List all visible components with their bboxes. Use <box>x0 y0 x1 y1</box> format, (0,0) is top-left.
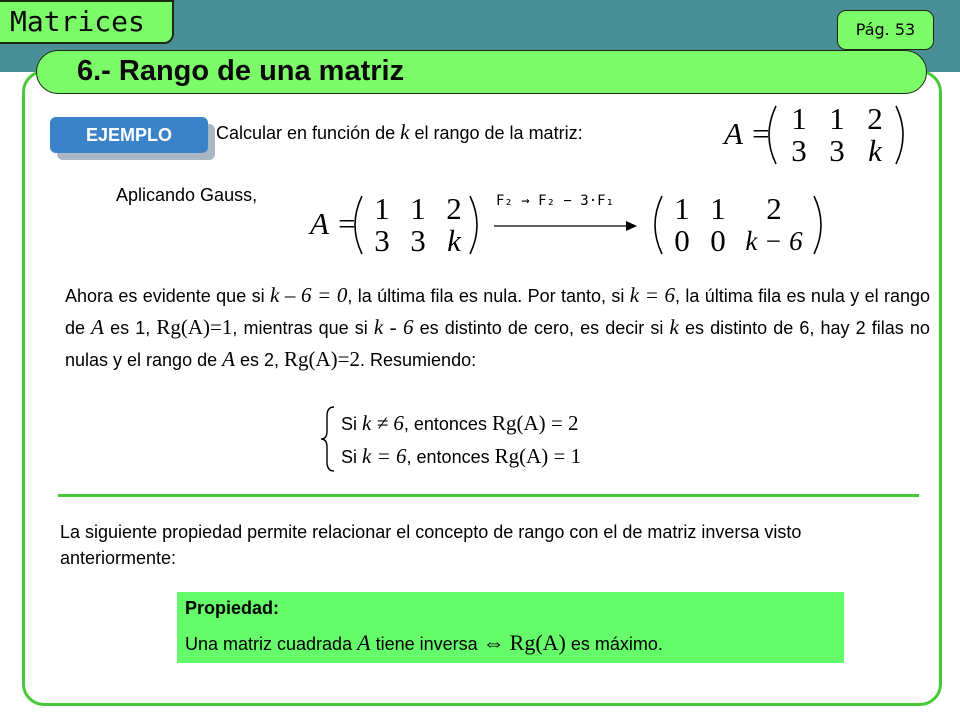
matrix-cell: 1 <box>829 101 845 136</box>
text: es máximo. <box>570 634 663 654</box>
text: tiene inversa <box>375 634 478 654</box>
text: es 1, <box>110 318 151 338</box>
iff-symbol: ⇔ <box>482 630 505 655</box>
matrix-cell: 1 <box>674 191 690 226</box>
page-number: Pág. 53 <box>837 10 934 50</box>
example-badge: EJEMPLO <box>50 117 208 153</box>
explanation-paragraph <box>65 280 930 376</box>
prompt-text-1: Calcular en función de <box>216 123 396 143</box>
text: , la última fila es nula y el rango de <box>65 286 931 338</box>
text: Si <box>341 447 358 467</box>
arrow-right-icon <box>492 219 640 233</box>
math: k – 6 = 0 <box>269 283 348 307</box>
matrix-cell: 1 <box>710 191 726 226</box>
math: Rg(A) = 1 <box>494 444 582 468</box>
property-box <box>177 592 844 663</box>
matrix-label: A = <box>310 206 358 241</box>
divider <box>58 494 919 497</box>
text: es 2, <box>239 350 279 370</box>
text: Ahora es evidente que si <box>65 286 265 306</box>
example-prompt <box>216 120 583 145</box>
math: k <box>669 315 679 339</box>
case-k-equals-6 <box>341 442 581 471</box>
math: k - 6 <box>373 315 414 339</box>
math: Rg(A)=2 <box>284 347 361 371</box>
matrix-cell: 1 <box>374 191 390 226</box>
math: A <box>357 630 371 655</box>
math: k = 6 <box>362 444 407 468</box>
text: , entonces <box>403 414 487 434</box>
matrix-cell: 1 <box>791 101 807 136</box>
math: Rg(A)=1 <box>156 315 233 339</box>
matrix-cell: 2 <box>446 191 462 226</box>
text: , mientras que si <box>232 318 368 338</box>
matrix-label: A = <box>724 116 772 151</box>
math: Rg(A) = 2 <box>491 411 579 435</box>
math: A <box>222 347 235 371</box>
matrix-cell: 3 <box>374 223 390 258</box>
text: Una matriz cuadrada <box>185 634 353 654</box>
left-brace-icon <box>318 404 338 474</box>
matrix-entries <box>664 193 812 257</box>
matrix-cell: k <box>447 223 461 258</box>
matrix-cell: 2 <box>867 101 883 136</box>
gauss-matrix-before <box>310 190 480 260</box>
matrix-cell: 3 <box>791 133 807 168</box>
example-matrix <box>724 100 904 170</box>
math: Rg(A) <box>509 630 566 655</box>
gauss-matrix-after <box>648 190 828 260</box>
text: Si <box>341 414 358 434</box>
math: k ≠ 6 <box>362 411 404 435</box>
matrix-cell: 3 <box>829 133 845 168</box>
matrix-cell: 0 <box>710 223 726 258</box>
matrix-cell: k − 6 <box>745 226 803 256</box>
text: . Resumiendo: <box>360 350 477 370</box>
row-operation: F₂ → F₂ − 3·F₁ <box>496 193 615 209</box>
matrix-cell: 3 <box>410 223 426 258</box>
section-tab: Matrices <box>0 0 174 44</box>
matrix-cell: k <box>868 133 882 168</box>
matrix-cell: 0 <box>674 223 690 258</box>
gauss-intro: Aplicando Gauss, <box>116 185 258 205</box>
page-title: 6.- Rango de una matriz <box>36 50 927 94</box>
math: A <box>91 315 104 339</box>
property-statement <box>185 630 663 656</box>
property-intro: La siguiente propiedad permite relacionar el concepto de rango con el de matriz inversa visto anteriormente: <box>60 522 802 568</box>
math: k = 6 <box>629 283 675 307</box>
text: , la última fila es nula. Por tanto, si <box>347 286 625 306</box>
text: es distinto de 6, hay 2 filas no nulas y el rango de <box>65 318 930 370</box>
prompt-var-k: k <box>400 120 410 144</box>
property-title: Propiedad: <box>185 598 280 618</box>
matrix-entries <box>364 193 472 257</box>
matrix-cell: 1 <box>410 191 426 226</box>
matrix-cell: 2 <box>766 191 782 226</box>
text: es distinto de cero, es decir si <box>419 318 664 338</box>
matrix-entries <box>780 103 894 167</box>
text: , entonces <box>406 447 490 467</box>
case-k-not-6 <box>341 409 578 438</box>
prompt-text-2: el rango de la matriz: <box>414 123 583 143</box>
